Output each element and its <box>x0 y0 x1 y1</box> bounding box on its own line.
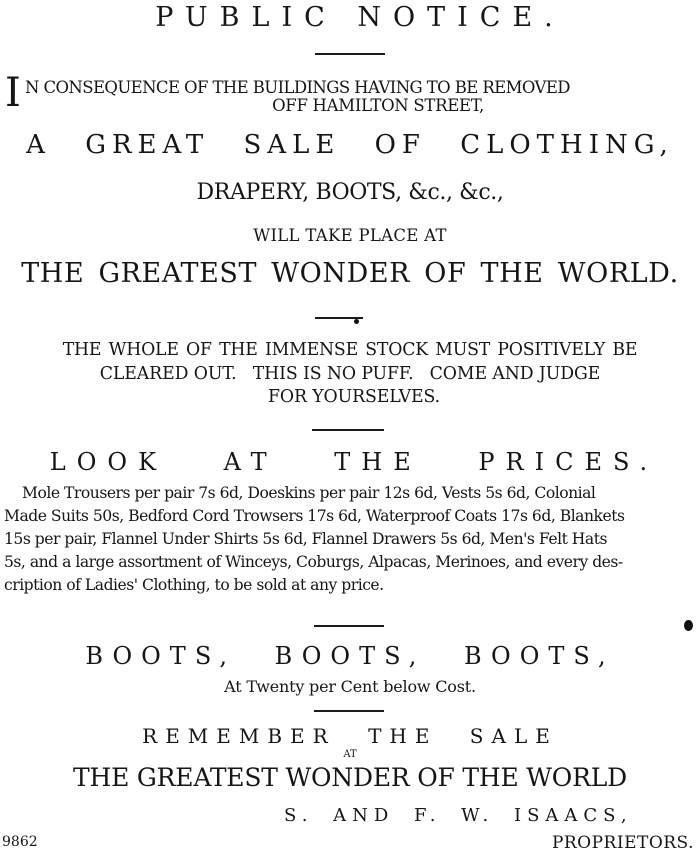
price-line: cription of Ladies' Clothing, to be sold at any price. <box>4 576 384 594</box>
price-line: Mole Trousers per pair 7s 6d, Doeskins per pair 12s 6d, Vests 5s 6d, Colonial <box>22 484 596 502</box>
price-line: Made Suits 50s, Bedford Cord Trowsers 17s 6d, Waterproof Coats 17s 6d, Blankets <box>4 507 625 525</box>
prices-body <box>4 482 696 597</box>
boots-heading: BOOTS, BOOTS, BOOTS, <box>85 642 615 670</box>
remember-line: REMEMBER THE SALE <box>142 724 558 748</box>
ink-dot-2 <box>684 620 693 631</box>
remember-at: AT <box>343 749 357 760</box>
stock-line-1: THE WHOLE OF THE IMMENSE STOCK MUST POSITIVELY BE <box>62 340 638 360</box>
drop-cap: I <box>5 70 21 116</box>
proprietors-names: S. AND F. W. ISAACS, <box>284 805 633 826</box>
sale-take-place: WILL TAKE PLACE AT <box>253 226 447 245</box>
sale-venue: THE GREATEST WONDER OF THE WORLD. <box>21 258 679 289</box>
stock-line-2: CLEARED OUT. THIS IS NO PUFF. COME AND JUDGE <box>99 364 601 384</box>
ink-dot-1 <box>354 319 359 324</box>
prices-heading: LOOK AT THE PRICES. <box>49 448 659 476</box>
boots-sub: At Twenty per Cent below Cost. <box>224 677 476 696</box>
sale-subheadline: DRAPERY, BOOTS, &c., &c., <box>196 180 504 205</box>
notice-title: PUBLIC NOTICE. <box>155 2 565 33</box>
intro-line-1: N CONSEQUENCE OF THE BUILDINGS HAVING TO BE REMOVED <box>25 78 570 97</box>
divider-3 <box>312 429 384 431</box>
stock-line-3: FOR YOURSELVES. <box>267 387 440 407</box>
proprietors-label: PROPRIETORS. <box>551 833 694 853</box>
price-line: 5s, and a large assortment of Winceys, Coburgs, Alpacas, Merinoes, and every des- <box>4 553 623 571</box>
intro-line-2: OFF HAMILTON STREET, <box>272 96 484 115</box>
divider-4 <box>314 625 384 627</box>
remember-venue: THE GREATEST WONDER OF THE WORLD <box>73 763 627 792</box>
price-line: 15s per pair, Flannel Under Shirts 5s 6d, Flannel Drawers 5s 6d, Men's Felt Hats <box>4 530 607 548</box>
divider-5 <box>314 710 384 712</box>
ref-number: 9862 <box>2 834 38 850</box>
sale-headline: A GREAT SALE OF CLOTHING, <box>26 130 674 160</box>
divider-1 <box>315 53 385 55</box>
